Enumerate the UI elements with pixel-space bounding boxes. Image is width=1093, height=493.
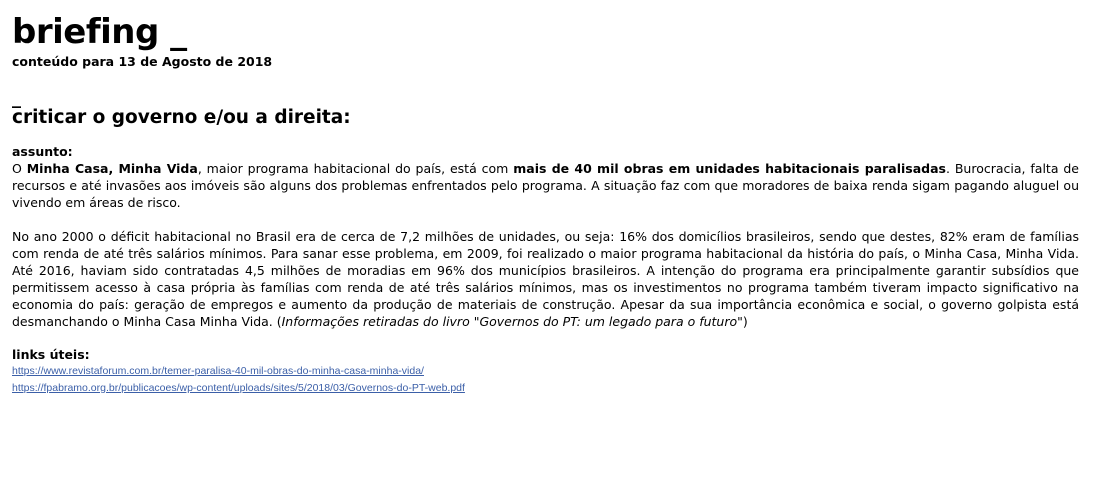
assunto-label: assunto: — [12, 144, 73, 159]
section-title: criticar o governo e/ou a direita: — [12, 107, 351, 128]
link-revistaforum[interactable]: https://www.revistaforum.com.br/temer-paralisa-40-mil-obras-do-minha-casa-minha-vida/ — [12, 365, 424, 377]
page-subtitle: conteúdo para 13 de Agosto de 2018 — [12, 54, 273, 69]
assunto-paragraph-2: No ano 2000 o déficit habitacional no Brasil era de cerca de 7,2 milhões de unidades, ou seja: 16% dos domicílios brasileiros, sendo que destes, 82% eram de famílias com renda de até três salários mínimos. Para sanar esse problema, em 2009, foi realizado o maior programa habitacional da história do país, o Minha Casa, Minha Vida. Até 2016, haviam sido contratadas 4,5 milhões de moradias em 96% dos municípios brasileiros. A intenção do programa era principalmente garantir subsídios que permitissem acesso à casa própria às famílias com renda de até três salários mínimos, mas os investimentos no programa também tiveram impacto significativo na economia do país: geração de empregos e aumento da produção de materiais de construção. Apesar da sua importância econômica e social, o governo golpista está desmanchando o Minha Casa Minha Vida. (Informações retiradas do livro "Governos do PT: um legado para o futuro") — [12, 229, 1079, 329]
assunto-paragraph-1: O Minha Casa, Minha Vida, maior programa habitacional do país, está com mais de 40 mil obras em unidades habitacionais paralisadas. Burocracia, falta de recursos e até invasões aos imóveis são alguns dos problemas enfrentados pelo programa. A situação faz com que moradores de baixa renda sigam pagando aluguel ou vivendo em áreas de risco. — [12, 161, 1079, 210]
link-fpabramo[interactable]: https://fpabramo.org.br/publicacoes/wp-content/uploads/sites/5/2018/03/Governos-do-PT-web.pdf — [12, 382, 465, 394]
links-label: links úteis: — [12, 347, 90, 362]
section-dash: _ — [12, 88, 21, 109]
page-title: briefing _ — [12, 12, 187, 52]
